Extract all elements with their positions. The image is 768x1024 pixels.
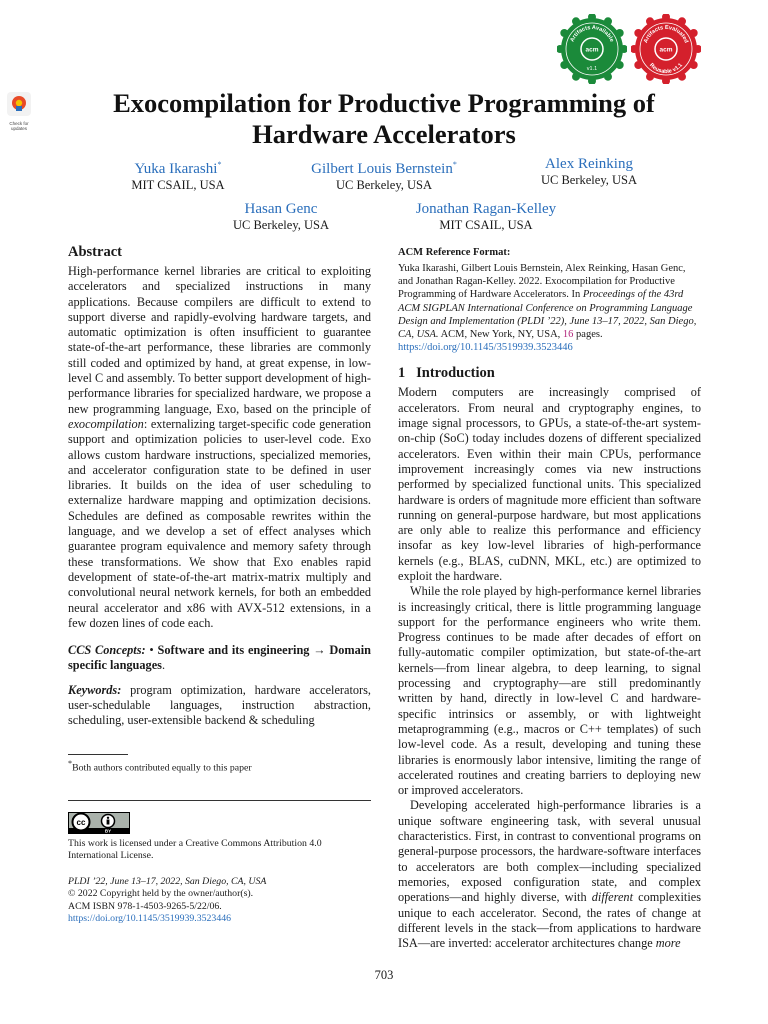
artifacts-available-badge [557,14,627,84]
check-for-updates[interactable] [4,92,34,131]
title-line-2: Hardware Accelerators [252,119,516,149]
publication-info: PLDI ’22, June 13–17, 2022, San Diego, CA, USA © 2022 Copyright held by the owner/author(s). ACM ISBN 978-1-4503-9265-5/22/06. https://doi.org/10.1145/3519939.3523446 [68,876,371,925]
cc-icon: cc [76,818,86,827]
author-affiliation: UC Berkeley, USA [540,173,638,187]
acm-ref-heading: ACM Reference Format: [398,247,511,258]
author-block [376,201,596,233]
svg-text:Artifacts Evaluated: Artifacts Evaluated [643,24,689,44]
pages-link[interactable]: 16 [562,329,574,341]
license-text: This work is licensed under a Creative Commons Attribution 4.0 International License. [68,838,322,862]
svg-text:v1.1: v1.1 [586,66,598,72]
author-block [171,201,391,233]
svg-text:Reusable v1.1: Reusable v1.1 [648,62,684,76]
author-affiliation: UC Berkeley, USA [232,218,330,232]
ccs-concepts: CCS Concepts: • Software and its engineering → Domain specific languages. [68,643,371,673]
author-block [274,156,494,193]
author-name[interactable]: Hasan Genc [244,201,318,217]
left-column [68,243,371,729]
acm-doi-link[interactable]: https://doi.org/10.1145/3519939.3523446 [398,342,573,354]
author-name[interactable]: Alex Reinking [545,156,633,172]
doi-link[interactable]: https://doi.org/10.1145/3519939.3523446 [68,912,232,924]
keywords: Keywords: program optimization, hardware accelerators, user-schedulable languages, instruction abstraction, scheduling, user-extensible backend & scheduling [68,682,371,728]
author-block [68,156,288,193]
right-column [398,246,701,951]
intro-paragraph: Developing accelerated high-performance libraries is a unique software engineering task, with several unusual characteristics. First, in contrast to conventional programs on general-purpose processors, the hardware-software interfaces to accelerators are both complex—including specialized memories, exposed configuration state, and complex operations—and highly diverse, with different complexities unique to each accelerator. Second, the rates of change at different levels in the stack—from applications to hardware ISA—are inverted: accelerator architectures change more [398,798,701,951]
author-affiliation: MIT CSAIL, USA [439,218,533,232]
acm-reference: Yuka Ikarashi, Gilbert Louis Bernstein, Alex Reinking, Hasan Genc, and Jonathan Ragan-Kelley. 2022. Exocompilation for Productive Programming of Hardware Accelerators. In Proceedings of the 43rd ACM SIGPLAN International Conference on Programming Language Design and Implementation (PLDI ’22), June 13–17, 2022, San Diego, CA, USA. ACM, New York, NY, USA, 16 pages. https://doi.org/10.1145/3519939.3523446 [398,263,697,354]
author-name[interactable]: Gilbert Louis Bernstein* [311,160,457,177]
crossmark-icon [7,92,31,116]
intro-paragraph: Modern computers are increasingly comprised of accelerators. From neural and cryptography engines, to image signal processors, to GPUs, a state-of-the-art system-on-chip (SoC) today includes dozens of different specialized accelerators. Even within their main CPUs, performance improvement increasingly comes via new instructions performed by specialized functional units. This specialized hardware is orders of magnitude more efficient than software running on general-purpose hardware, but most applications are only able to realize this performance and efficiency insofar as key low-level libraries of high-performance kernels (e.g., BLAS, cuDNN, MKL, etc.) are optimized to exploit the hardware. [398,385,701,583]
introduction-heading: 1 Introduction [398,365,495,382]
svg-text:acm: acm [585,46,599,54]
author-name[interactable]: Jonathan Ragan-Kelley [415,201,557,217]
author-block [479,156,699,188]
title-line-1: Exocompilation for Productive Programming of [113,88,655,118]
paper-title [60,88,708,150]
by-icon: BY [104,828,112,834]
abstract-heading: Abstract [68,244,122,260]
author-affiliation: UC Berkeley, USA [335,178,433,192]
intro-paragraph: While the role played by high-performance kernel libraries is increasingly critical, there is little programming language support for the performance engineers who write them. Progress continues to be made after decades of effort on fully-automatic compiler optimization, but state-of-the-art kernels—from linear algebra, to deep learning, to signal processing and cryptography—are still predominantly written by hand, directly in low-level C and hardware-specific intrinsics or assembly, or with lightweight metaprogramming (e.g., macros or C++ templates) of such low-level code. As a result, developing and tuning these libraries is enormously labor intensive, limiting the range of accelerated routines and creating barriers to deploying new or improved accelerators. [398,584,701,798]
footnote-divider [68,754,128,755]
abstract-text: High-performance kernel libraries are critical to exploiting accelerators and specialized instructions in many applications. Because compilers are difficult to extend to support diverse and rapidly-evolving hardware targets, and automatic optimization is often insufficient to guarantee state-of-the-art performance, these libraries are commonly still coded and optimized by hand, at great expense, in low-level C and assembly. To better support development of high-performance libraries for specialized hardware, we propose a new programming language, Exo, based on the principle of exocompilation: externalizing target-specific code generation support and optimization policies to user-level code. Exo allows custom hardware instructions, specialized memories, and accelerator configuration state to be defined in user libraries. It builds on the idea of user scheduling to externalize hardware mapping and optimization decisions. Schedules are defined as composable rewrites within the language, and we develop a set of effect analyses which guarantee program equivalence and memory safety through these transformations. We show that Exo enables rapid development of state-of-the-art matrix-matrix multiply and convolutional neural network kernels, for both an embedded neural accelerator and x86 with AVX-512 extensions, in a few dozen lines of code each. [68,264,371,630]
artifacts-evaluated-badge [631,14,701,84]
svg-text:Artifacts Available: Artifacts Available [569,24,615,44]
footnote: *Both authors contributed equally to this paper [68,759,252,774]
author-affiliation: MIT CSAIL, USA [131,178,225,192]
license-divider [68,800,371,801]
page-number: 703 [374,968,394,982]
cc-by-license-icon[interactable] [68,812,130,834]
svg-text:acm: acm [659,46,673,54]
check-for-updates-label: Check for updates [9,121,29,131]
author-name[interactable]: Yuka Ikarashi* [134,160,222,177]
